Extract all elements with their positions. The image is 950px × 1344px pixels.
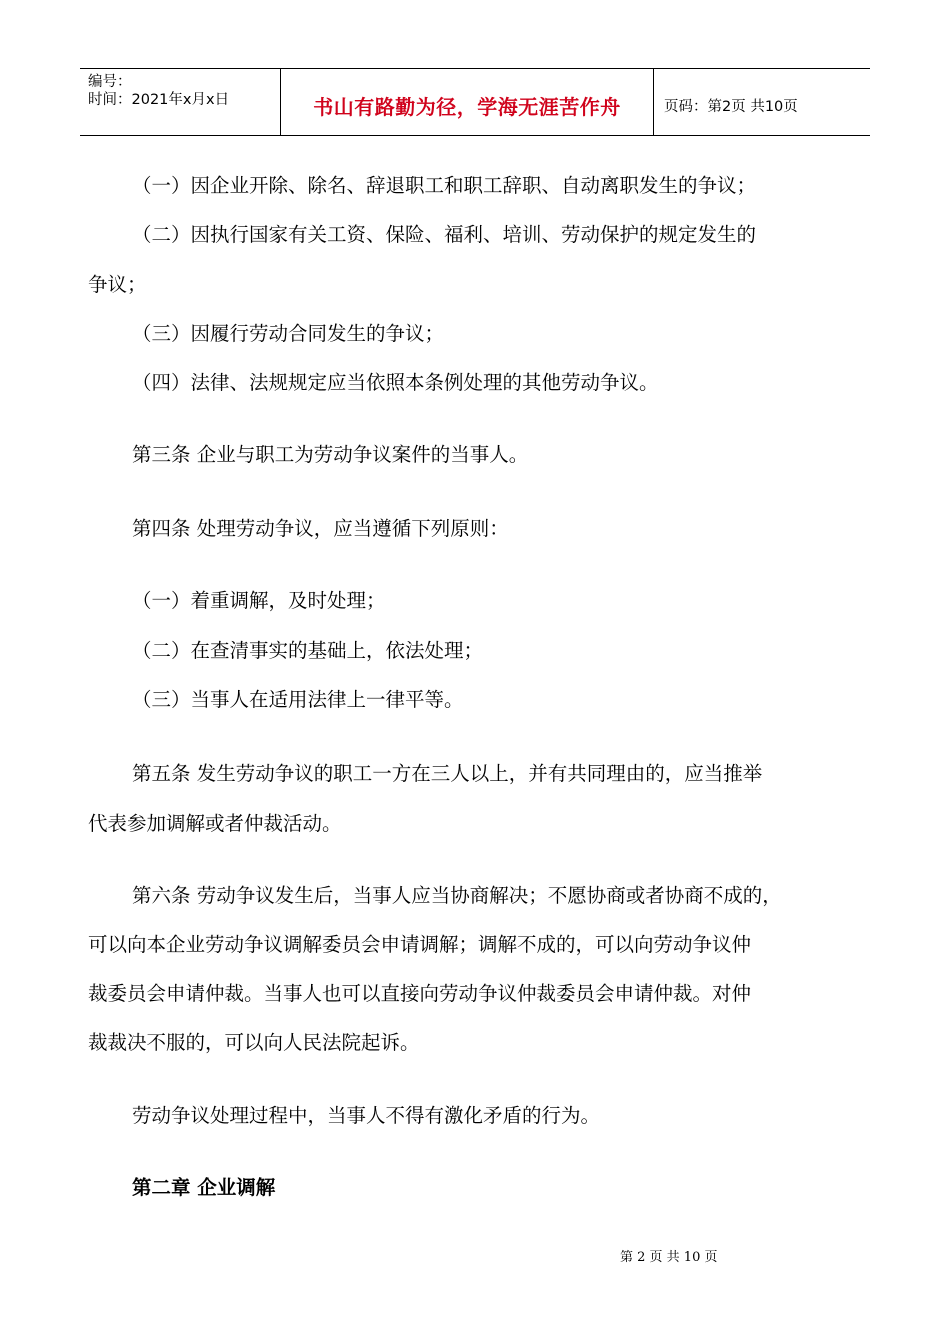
- closing-sentence: 劳动争议处理过程中，当事人不得有激化矛盾的行为。: [132, 1104, 601, 1127]
- paragraph-item-4: （四）法律、法规规定应当依照本条例处理的其他劳动争议。: [132, 371, 659, 394]
- document-number-label: 编号：: [88, 74, 132, 90]
- paragraph-item-2-line-2: 争议；: [88, 273, 147, 296]
- paragraph-item-3: （三）因履行劳动合同发生的争议；: [132, 322, 445, 345]
- article-6-line-3: 裁委员会申请仲裁。当事人也可以直接向劳动争议仲裁委员会申请仲裁。对仲: [88, 982, 752, 1005]
- article-6-line-1: 第六条 劳动争议发生后，当事人应当协商解决；不愿协商或者协商不成的，: [132, 884, 782, 907]
- principle-1: （一）着重调解，及时处理；: [132, 589, 386, 612]
- principle-3: （三）当事人在适用法律上一律平等。: [132, 688, 464, 711]
- page-header: [80, 68, 870, 136]
- header-page-info: 页码：第2页 共10页: [664, 99, 798, 115]
- article-4: 第四条 处理劳动争议，应当遵循下列原则：: [132, 517, 509, 540]
- article-6-line-2: 可以向本企业劳动争议调解委员会申请调解；调解不成的，可以向劳动争议仲: [88, 933, 752, 956]
- chapter-heading: 第二章 企业调解: [132, 1176, 276, 1199]
- header-motto-cell: [281, 69, 654, 135]
- page-footer: 第 2 页 共 10 页: [620, 1250, 718, 1265]
- principle-2: （二）在查清事实的基础上，依法处理；: [132, 639, 484, 662]
- header-meta-cell: [80, 69, 281, 135]
- article-5-line-2: 代表参加调解或者仲裁活动。: [88, 812, 342, 835]
- article-5-line-1: 第五条 发生劳动争议的职工一方在三人以上，并有共同理由的，应当推举: [132, 762, 763, 785]
- paragraph-item-2-line-1: （二）因执行国家有关工资、保险、福利、培训、劳动保护的规定发生的: [132, 223, 757, 246]
- header-page-cell: [654, 69, 870, 135]
- paragraph-item-1: （一）因企业开除、除名、辞退职工和职工辞职、自动离职发生的争议；: [132, 174, 757, 197]
- article-3: 第三条 企业与职工为劳动争议案件的当事人。: [132, 443, 529, 466]
- article-6-line-4: 裁裁决不服的，可以向人民法院起诉。: [88, 1031, 420, 1054]
- header-motto: 书山有路勤为径，学海无涯苦作舟: [313, 95, 621, 119]
- document-time-label: 时间：2021年x月x日: [88, 92, 230, 108]
